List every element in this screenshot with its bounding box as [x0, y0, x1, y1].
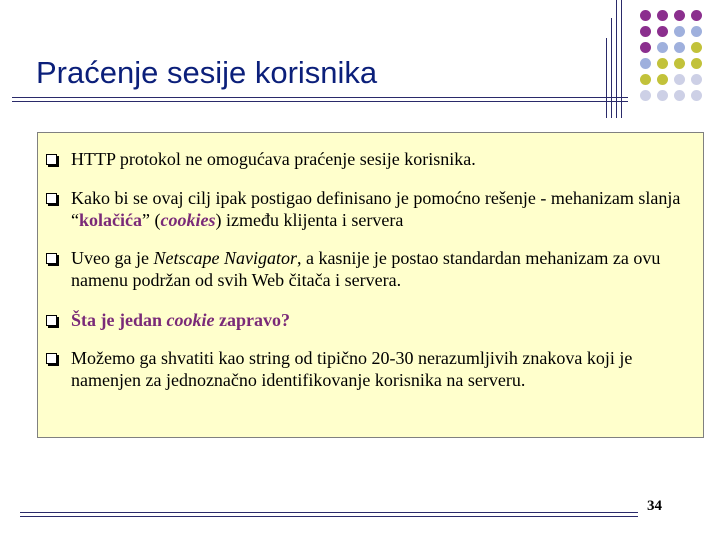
vertical-rule-1: [606, 38, 607, 118]
bullet-text: [71, 148, 476, 170]
bullet-item-3: [46, 247, 686, 291]
bullet-text-run: cookie: [166, 310, 215, 330]
bullet-text-run: , a kasnije je postao standardan mehanizam za ovu namenu podržan od svih Web čitača i servera.: [71, 248, 661, 290]
bullet-text-run: cookies: [160, 210, 216, 230]
decorative-dot: [674, 58, 685, 69]
bullet-text-run: Možemo ga shvatiti kao string od tipično 20-30 nerazumljivih znakova koji je namenjen za jednoznačno identifikovanje korisnika na serveru.: [71, 348, 633, 390]
checkbox-bullet-icon: [46, 154, 57, 165]
decorative-dot: [674, 42, 685, 53]
bullet-text-run: Uveo ga je: [71, 248, 154, 268]
decorative-dot: [640, 26, 651, 37]
decorative-dot: [640, 42, 651, 53]
bullet-text: [71, 247, 686, 291]
decorative-dot: [657, 74, 668, 85]
bullet-text-run: kolačića: [79, 210, 142, 230]
decorative-dot: [640, 10, 651, 21]
bullet-text-run: Šta je jedan: [71, 310, 167, 330]
bullet-text-run: ) između klijenta i servera: [215, 210, 404, 230]
footer-rule-bottom: [20, 516, 638, 517]
title-rule-bottom: [12, 101, 628, 102]
decorative-dot-grid: [640, 10, 714, 110]
vertical-rule-2: [611, 18, 612, 118]
checkbox-bullet-icon: [46, 353, 57, 364]
bullet-item-1: [46, 148, 686, 170]
decorative-dot: [691, 58, 702, 69]
bullet-text-run: zapravo?: [214, 310, 290, 330]
bullet-text: [71, 187, 686, 231]
decorative-dot: [691, 10, 702, 21]
content-panel: [37, 132, 704, 438]
decorative-dot: [674, 26, 685, 37]
title-rule-top: [12, 97, 628, 98]
bullet-text: [71, 309, 290, 331]
decorative-dot: [691, 42, 702, 53]
decorative-dot: [691, 26, 702, 37]
vertical-rule-3: [616, 0, 617, 118]
footer-rule-top: [20, 512, 638, 513]
checkbox-bullet-icon: [46, 253, 57, 264]
bullet-item-4: [46, 309, 686, 331]
slide-title: Praćenje sesije korisnika: [36, 55, 378, 90]
decorative-dot: [640, 58, 651, 69]
checkbox-bullet-icon: [46, 315, 57, 326]
decorative-dot: [674, 90, 685, 101]
bullet-text: [71, 347, 686, 391]
decorative-dot: [657, 26, 668, 37]
decorative-dot: [691, 90, 702, 101]
decorative-dot: [640, 90, 651, 101]
decorative-dot: [657, 42, 668, 53]
bullet-text-run: Kako bi se ovaj cilj ipak postigao definisano je pomoćno rešenje - mehanizam slanja “: [71, 188, 681, 230]
bullet-text-run: ” (: [142, 210, 161, 230]
decorative-dot: [674, 10, 685, 21]
bullet-item-5: [46, 347, 686, 391]
checkbox-bullet-icon: [46, 193, 57, 204]
bullet-text-run: Netscape Navigator: [153, 248, 297, 268]
decorative-dot: [691, 74, 702, 85]
bullet-text-run: HTTP protokol ne omogućava praćenje sesije korisnika.: [71, 149, 476, 169]
decorative-dot: [640, 74, 651, 85]
decorative-dot: [674, 74, 685, 85]
bullet-item-2: [46, 187, 686, 231]
vertical-rule-4: [621, 0, 622, 118]
decorative-dot: [657, 10, 668, 21]
decorative-dot: [657, 90, 668, 101]
decorative-dot: [657, 58, 668, 69]
page-number: 34: [647, 498, 662, 514]
